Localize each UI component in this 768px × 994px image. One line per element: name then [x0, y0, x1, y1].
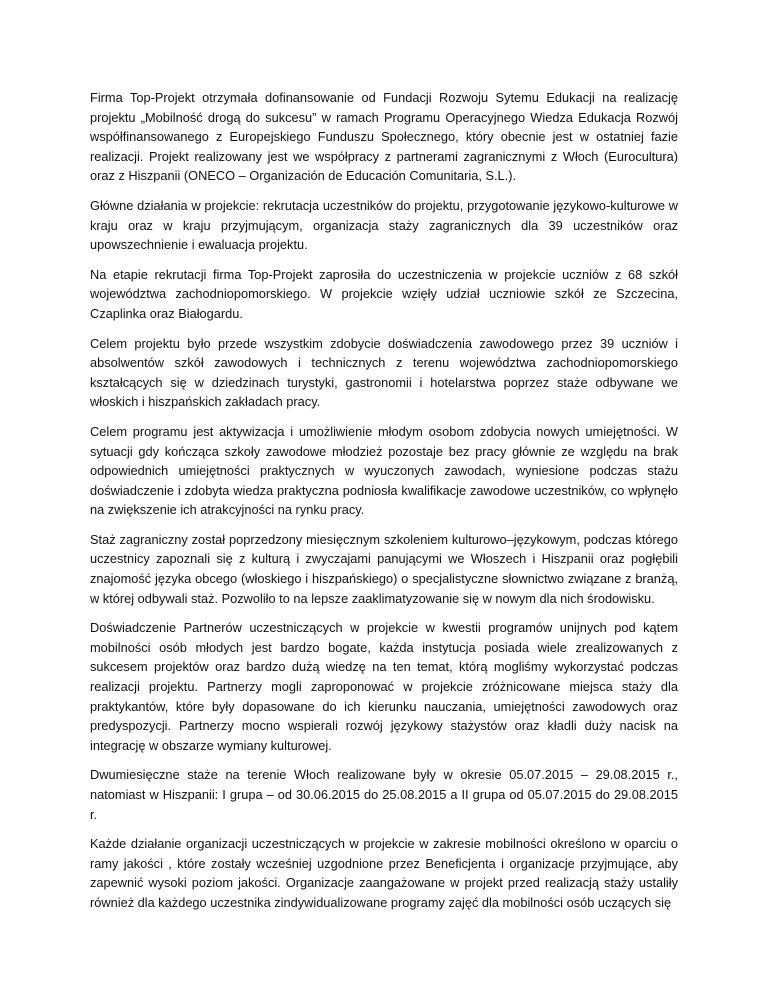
paragraph-project-goal: Celem projektu było przede wszystkim zdobycie doświadczenia zawodowego przez 39 uczniów i absolwentów szkół zawodowych i technicznych z terenu województwa zachodniopomorskiego kształcących się w dziedzinach turystyki, gastronomii i hotelarstwa poprzez staże odbywane we włoskich i hiszpańskich zakładach pracy.: [90, 335, 678, 410]
paragraph-main-activities: Główne działania w projekcie: rekrutacja uczestników do projektu, przygotowanie językowo-kulturowe w kraju oraz w kraju przyjmującym, organizacja staży zagranicznych dla 39 uczestników oraz upowszechnienie i ewaluacja projektu.: [90, 197, 678, 253]
paragraph-partners: Doświadczenie Partnerów uczestniczących w projekcie w kwestii programów unijnych pod kątem mobilności osób młodych jest bardzo bogate, każda instytucja posiada wiele zrealizowanych z sukcesem projektów oraz bardzo dużą wiedzę na ten temat, którą mogliśmy wykorzystać podczas realizacji projektu. Partnerzy mogli zaproponować w projekcie zróżnicowane miejsca staży dla praktykantów, które były dopasowane do ich kierunku nauczania, umiejętności zawodowych oraz predyspozycji. Partnerzy mocno wspierali rozwój językowy stażystów oraz kładli duży nacisk na integrację w obszarze wymiany kulturowej.: [90, 620, 678, 753]
paragraph-recruitment: Na etapie rekrutacji firma Top-Projekt zaprosiła do uczestniczenia w projekcie uczniów z 68 szkół województwa zachodniopomorskiego. W projekcie wzięły udział uczniowie szkół ze Szczecina, Czaplinka oraz Białogardu.: [90, 266, 678, 321]
paragraph-dates: Dwumiesięczne staże na terenie Włoch realizowane były w okresie 05.07.2015 – 29.08.2015 r., natomiast w Hiszpanii: I grupa – od 30.06.2015 do 25.08.2015 a II grupa od 05.07.2015 do 29.08.2015 r.: [90, 767, 678, 822]
paragraph-funding: Firma Top-Projekt otrzymała dofinansowanie od Fundacji Rozwoju Sytemu Edukacji na realizację projektu „Mobilność drogą do sukcesu” w ramach Programu Operacyjnego Wiedza Edukacja Rozwój współfinansowanego z Europejskiego Funduszu Społecznego, który obecnie jest w ostatniej fazie realizacji. Projekt realizowany jest we współpracy z partnerami zagranicznymi z Włoch (Eurocultura) oraz z Hiszpanii (ONECO – Organización de Educación Comunitaria, S.L.).: [90, 90, 678, 184]
document-body: [90, 88, 678, 923]
paragraph-training: Staż zagraniczny został poprzedzony miesięcznym szkoleniem kulturowo–językowym, podczas którego uczestnicy zapoznali się z kulturą i zwyczajami panującymi we Włoszech i Hiszpanii oraz pogłębili znajomość języka obcego (włoskiego i hiszpańskiego) o specjalistyczne słownictwo związane z branżą, w której odbywali staż. Pozwoliło to na lepsze zaaklimatyzowanie się w nowym dla nich środowisku.: [90, 531, 678, 606]
paragraph-program-goal: Celem programu jest aktywizacja i umożliwienie młodym osobom zdobycia nowych umiejętności. W sytuacji gdy kończąca szkoły zawodowe młodzież pozostaje bez pracy głównie ze względu na brak odpowiednich umiejętności praktycznych w wyuczonych zawodach, wyniesione podczas stażu doświadczenie i zdobyta wiedza praktyczna podniosła kwalifikacje zawodowe uczestników, co wpłynęło na zwiększenie ich atrakcyjności na rynku pracy.: [90, 423, 678, 518]
paragraph-quality-framework: Każde działanie organizacji uczestniczących w projekcie w zakresie mobilności określono w oparciu o ramy jakości , które zostały wcześniej uzgodnione przez Beneficjenta i organizacje przyjmujące, aby zapewnić wysoki poziom jakości. Organizacje zaangażowane w projekt przed realizacją staży ustaliły również dla każdego uczestnika zindywidualizowane programy zajęć dla mobilności osób uczących się: [90, 836, 678, 910]
